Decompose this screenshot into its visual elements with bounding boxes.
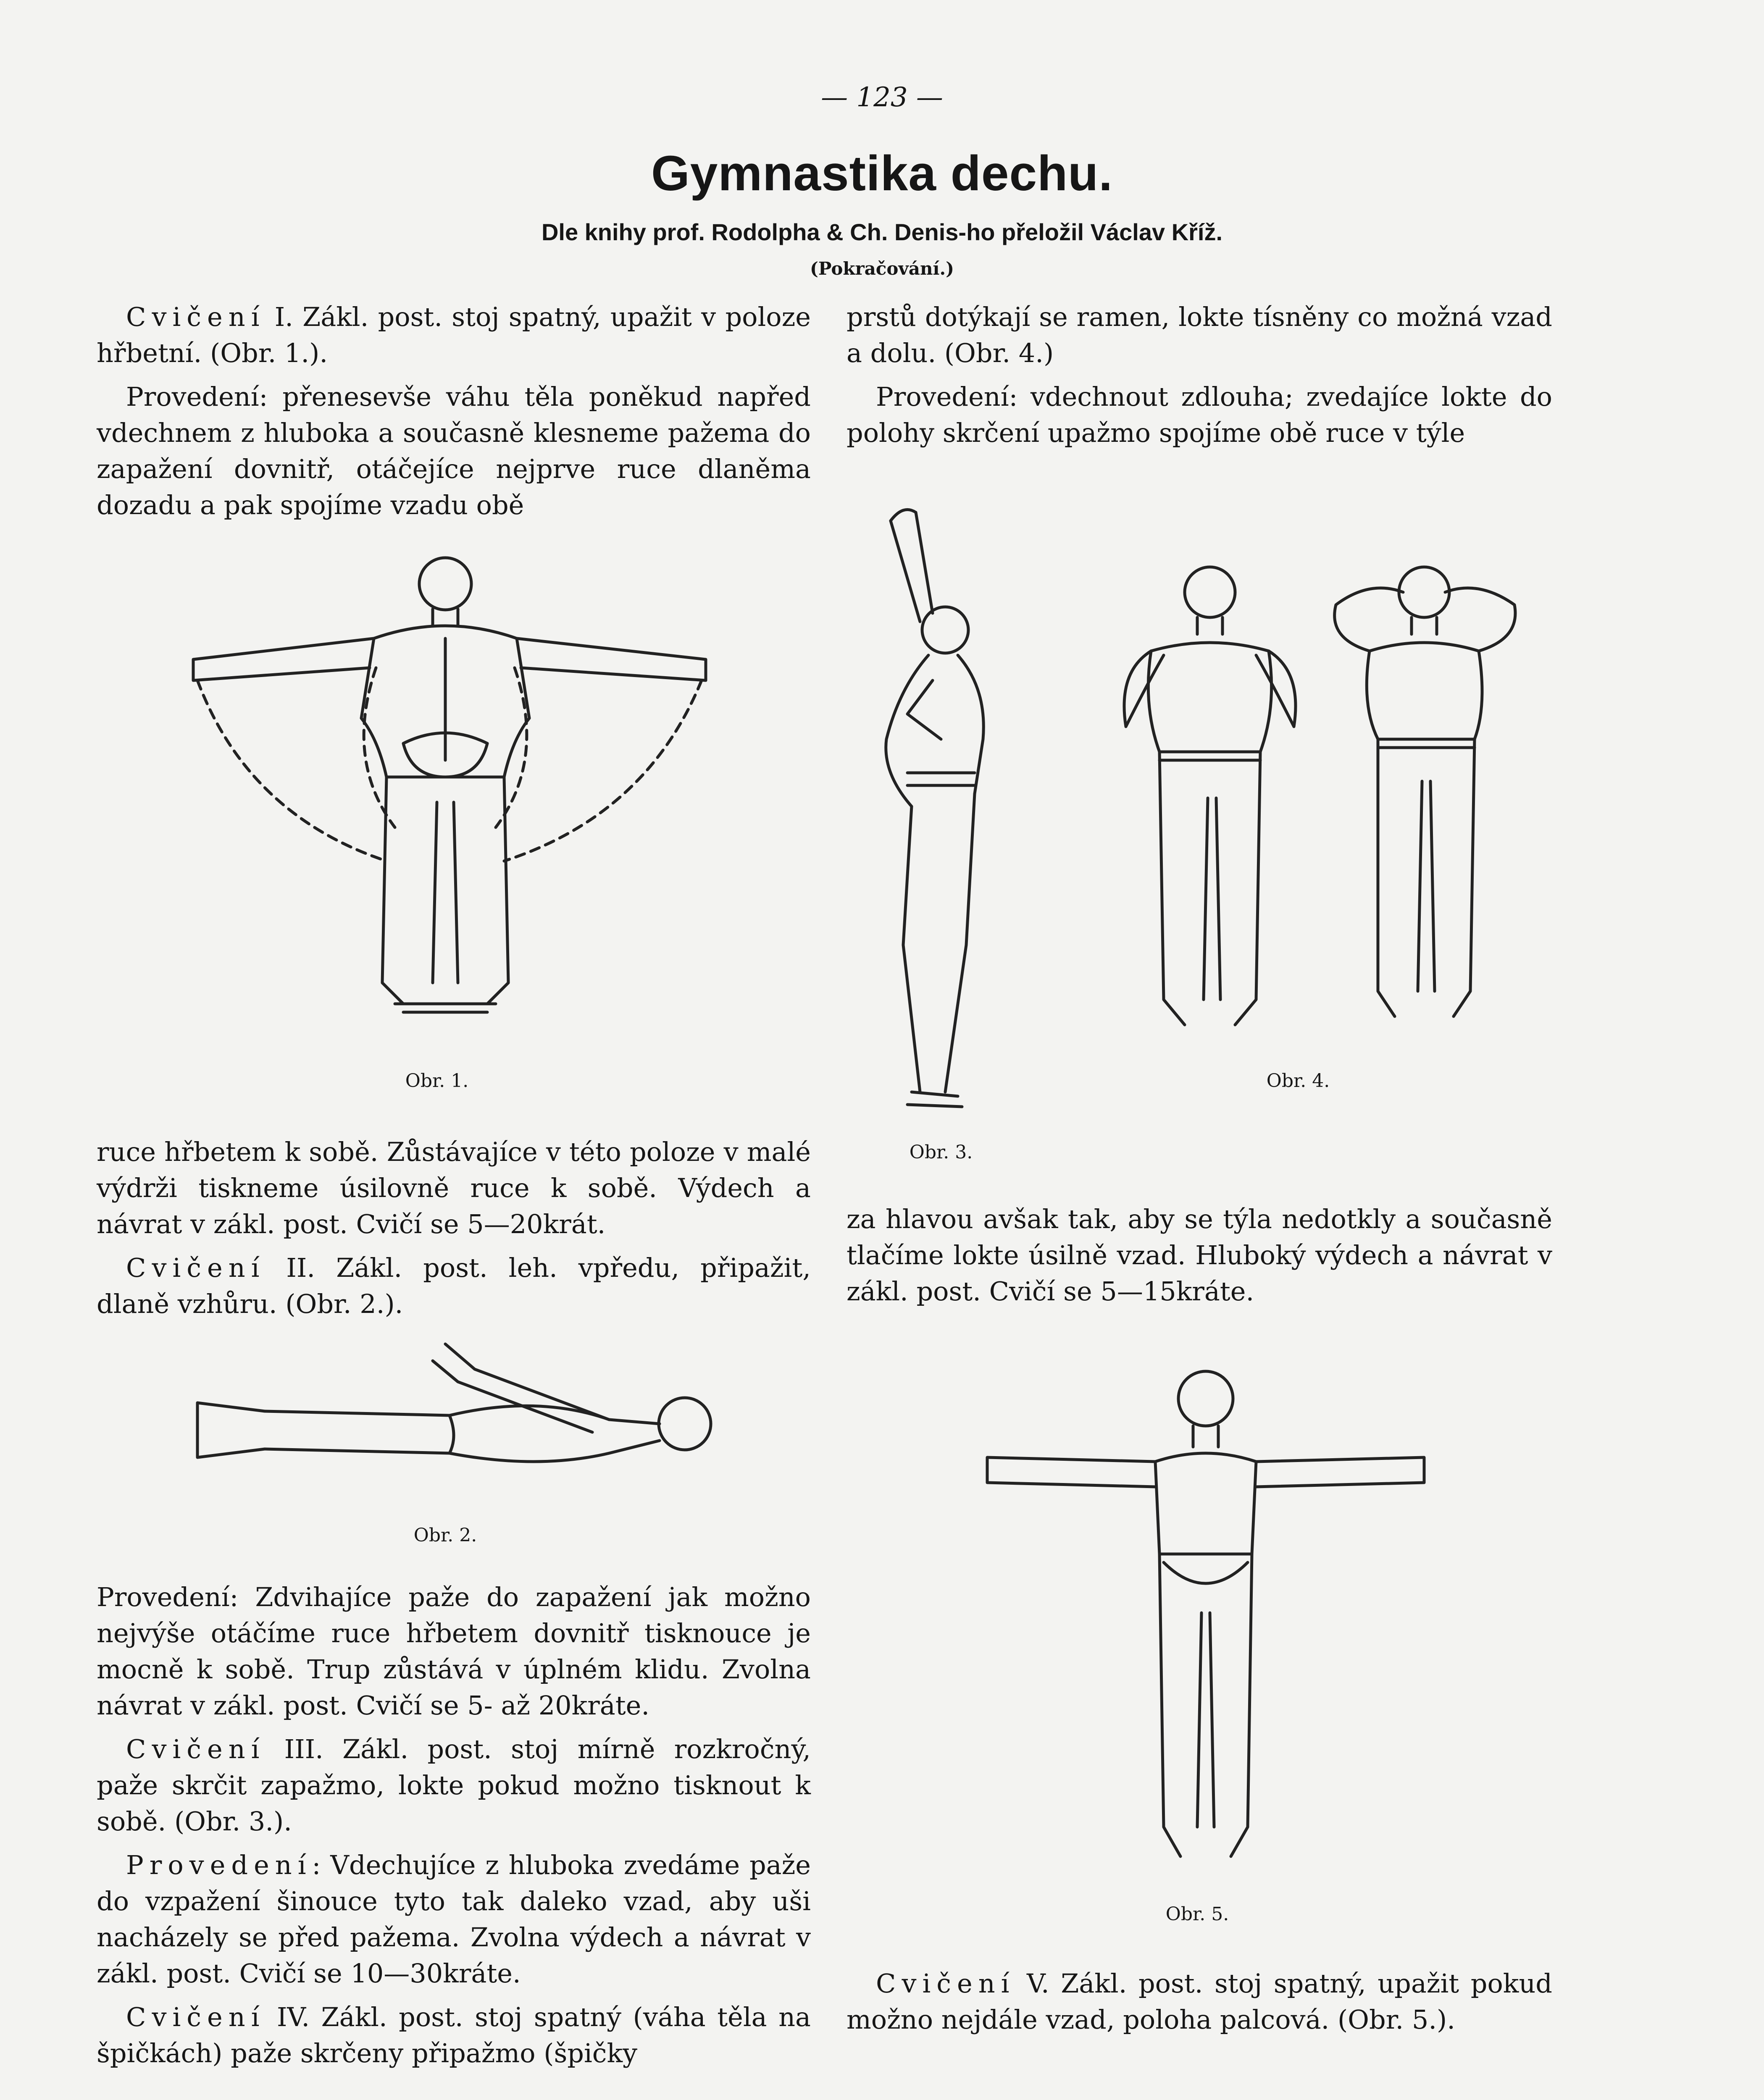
left-text-block-2 <box>97 1134 811 1330</box>
figure-3-illustration <box>849 504 1025 1117</box>
exercise-2-text: II. Zákl. post. leh. vpředu, připažit, dlaně vzhůru. (Obr. 2.). <box>97 1252 811 1319</box>
right-text-block-1 <box>847 299 1552 459</box>
figure-4-illustration <box>1101 546 1554 1050</box>
exercise-3-label: Cvičení <box>126 1734 266 1764</box>
exercise-5-label: Cvičení <box>876 1968 1015 1999</box>
figure-3-caption: Obr. 3. <box>909 1142 973 1163</box>
exercise-1-label: Cvičení <box>126 302 266 332</box>
figure-5-caption: Obr. 5. <box>1165 1903 1229 1925</box>
exercise-4-label: Cvičení <box>126 2002 266 2032</box>
figure-2-caption: Obr. 2. <box>413 1525 477 1546</box>
exercise-1-provedeni: Provedení: přenesevše váhu těla poněkud napřed vdechnem z hluboka a současně klesneme pažema do zapažení dovnitř, otáčejíce nejprve ruce dlaněma dozadu a pak spojíme vzadu obě <box>97 381 811 520</box>
figure-2-illustration <box>181 1336 752 1512</box>
exercise-1-continuation: ruce hřbetem k sobě. Zůstávajíce v této poloze v malé výdrži tiskneme úsilovně ruce k sobě. Výdech a návrat v zákl. post. Cvičí se 5—20krát. <box>97 1137 811 1239</box>
figure-5-illustration <box>979 1352 1437 1877</box>
exercise-3-provedeni-label: Provedení <box>126 1850 312 1880</box>
continuation-note: (Pokračování.) <box>810 258 954 279</box>
right-text-block-3 <box>847 1966 1552 2045</box>
article-title: Gymnastika dechu. <box>651 146 1113 201</box>
exercise-1-text: I. Zákl. post. stoj spatný, upažit v poloze hřbetní. (Obr. 1.). <box>97 302 811 368</box>
exercise-4-provedeni: Provedení: vdechnout zdlouha; zvedajíce lokte do polohy skrčení upažmo spojíme obě ruce v týle <box>847 381 1552 448</box>
exercise-2-provedeni: Provedení: Zdvihajíce paže do zapažení jak možno nejvýše otáčíme ruce hřbetem dovnitř tisknouce je mocně k sobě. Trup zůstává v úplném klidu. Zvolna návrat v zákl. post. Cvičí se 5- až 20kráte. <box>97 1582 811 1721</box>
figure-1-caption: Obr. 1. <box>405 1070 469 1092</box>
exercise-2-label: Cvičení <box>126 1252 266 1283</box>
exercise-3-provedeni: : Vdechujíce z hluboka zvedáme paže do vzpažení šinouce tyto tak daleko vzad, aby uši nacházely se před pažema. Zvolna výdech a návrat v zákl. post. Cvičí se 10—30kráte. <box>97 1850 811 1989</box>
exercise-5-text: V. Zákl. post. stoj spatný, upažit pokud možno nejdále vzad, poloha palcová. (Obr. 5.). <box>847 1968 1552 2035</box>
exercise-3-text: III. Zákl. post. stoj mírně rozkročný, paže skrčit zapažmo, lokte pokud možno tisknout k sobě. (Obr. 3.). <box>97 1734 811 1837</box>
exercise-4-text: IV. Zákl. post. stoj spatný (váha těla na špičkách) paže skrčeny připažmo (špičky <box>97 2002 811 2068</box>
left-text-block-1 <box>97 299 811 531</box>
figure-4-caption: Obr. 4. <box>1266 1070 1330 1092</box>
exercise-4-provedeni-continuation: za hlavou avšak tak, aby se týla nedotkly a současně tlačíme lokte úsilně vzad. Hluboký výdech a návrat v zákl. post. Cvičí se 5—15kráte. <box>847 1204 1552 1307</box>
left-text-block-3 <box>97 1579 811 2079</box>
page-number: — 123 — <box>821 82 943 113</box>
figure-1-illustration <box>185 542 731 1046</box>
exercise-4-continuation: prstů dotýkají se ramen, lokte tísněny co možná vzad a dolu. (Obr. 4.) <box>847 302 1552 368</box>
right-text-block-2 <box>847 1201 1552 1317</box>
article-subtitle: Dle knihy prof. Rodolpha & Ch. Denis-ho přeložil Václav Kříž. <box>541 219 1223 245</box>
